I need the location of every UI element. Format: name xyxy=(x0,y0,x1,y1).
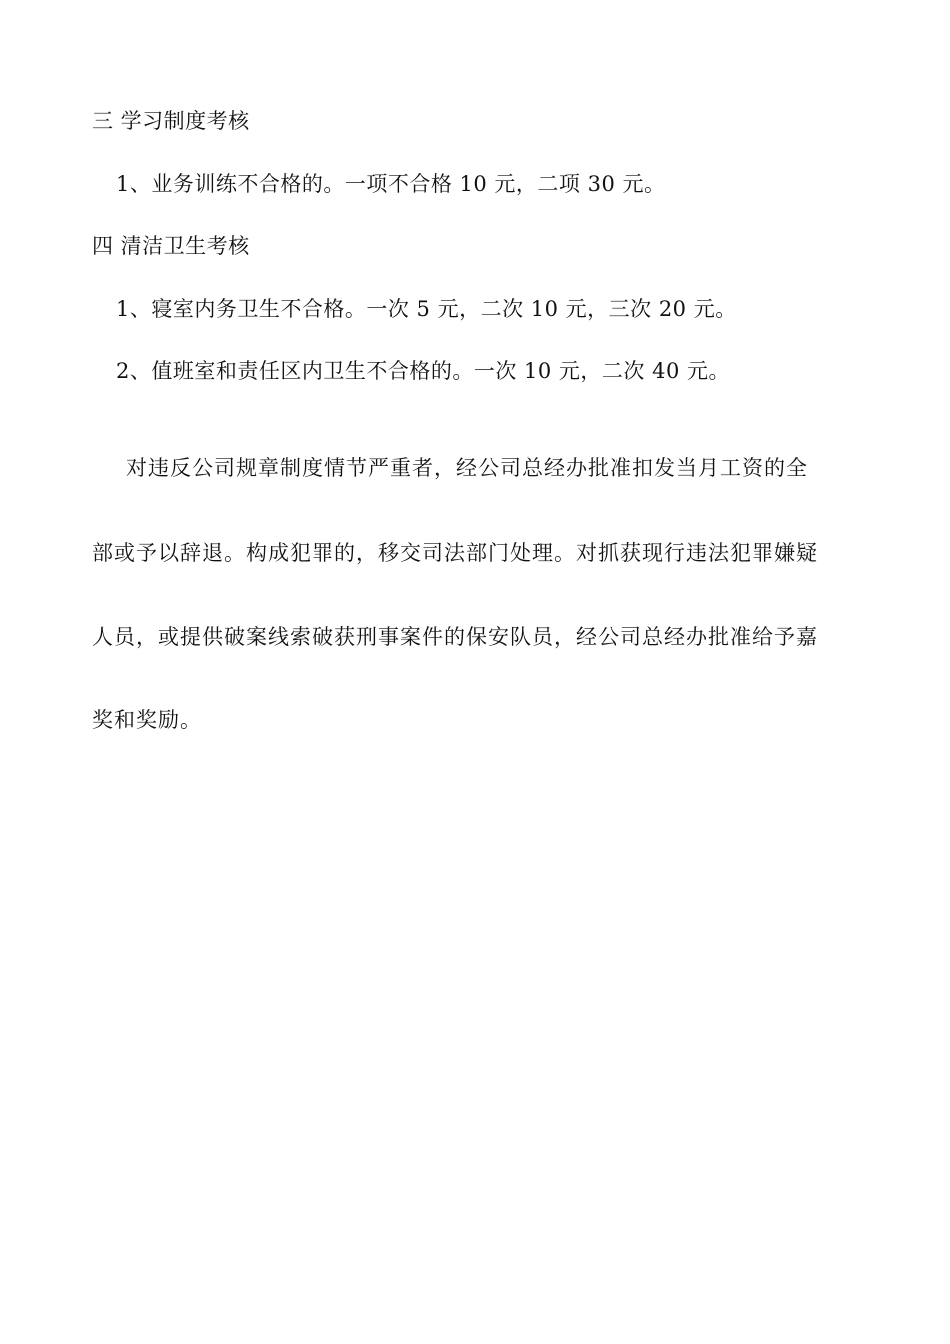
rule-item-dormitory: 1、寝室内务卫生不合格。一次 5 元，二次 10 元，三次 20 元。 xyxy=(116,297,737,321)
closing-paragraph-line-3: 人员，或提供破案线索破获刑事案件的保安队员，经公司总经办批准给予嘉 xyxy=(92,625,818,649)
closing-paragraph-line-4: 奖和奖励。 xyxy=(92,708,202,732)
closing-paragraph-line-1: 对违反公司规章制度情节严重者，经公司总经办批准扣发当月工资的全 xyxy=(126,456,808,480)
section-heading-study: 三 学习制度考核 xyxy=(92,109,250,133)
rule-item-training: 1、业务训练不合格的。一项不合格 10 元，二项 30 元。 xyxy=(116,172,666,196)
section-heading-cleaning: 四 清洁卫生考核 xyxy=(92,234,250,258)
rule-item-duty-room: 2、值班室和责任区内卫生不合格的。一次 10 元，二次 40 元。 xyxy=(116,359,731,383)
closing-paragraph-line-2: 部或予以辞退。构成犯罪的，移交司法部门处理。对抓获现行违法犯罪嫌疑 xyxy=(92,541,818,565)
